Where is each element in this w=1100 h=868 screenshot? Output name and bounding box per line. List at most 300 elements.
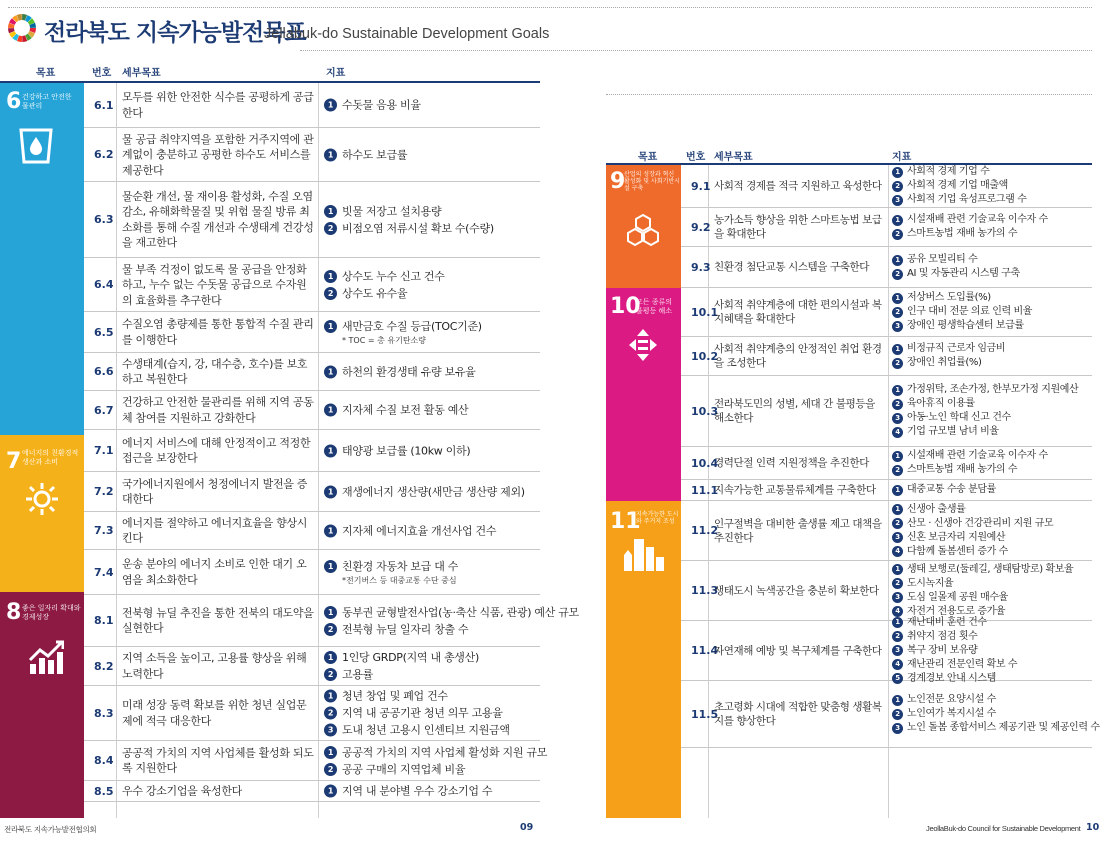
indicator-text: 공유 모빌리티 수 [907, 254, 978, 265]
indicator-text: 재난대비 훈련 건수 [907, 616, 987, 628]
indicator-list [324, 688, 510, 739]
goal-title: 좋은 일자리 확대와 경제성장 [22, 604, 81, 621]
goal-7-tile [0, 435, 84, 592]
indicator-list [892, 342, 1005, 370]
indicator-item [892, 644, 1017, 658]
indicator-number-badge: 4 [892, 546, 903, 557]
target-text: 초고령화 시대에 적합한 맞춤형 생활복지를 향상한다 [714, 701, 882, 727]
indicator-item [324, 285, 445, 302]
indicator-number-badge: 1 [892, 451, 903, 462]
indicator-item [892, 193, 1026, 207]
sun-icon [24, 481, 60, 525]
indicator-number-badge: 2 [892, 709, 903, 720]
right-goal-table [606, 145, 1100, 820]
table-row [84, 83, 540, 128]
target-text: 사회적 취약계층의 안정적인 취업 환경을 조성한다 [714, 343, 882, 369]
goal-title: 지속가능한 도시와 주거지 조성 [636, 511, 679, 525]
target-number: 11.3 [691, 584, 719, 597]
indicator-number-badge: 3 [892, 723, 903, 734]
indicator-item [892, 449, 1048, 463]
indicator-item [892, 227, 1048, 241]
target-text: 우수 강소기업을 육성한다 [122, 784, 242, 798]
table-row [681, 247, 1092, 288]
indicator-item [892, 305, 1032, 319]
indicator-text: 태양광 보급률 (10kw 이하) [342, 444, 471, 457]
indicator-number-badge: 2 [892, 631, 903, 642]
indicator-item [892, 463, 1048, 477]
target-text: 자연재해 예방 및 복구체계를 구축한다 [714, 644, 882, 657]
indicator-text: 저상버스 도입률(%) [907, 292, 991, 303]
indicator-text: 자전거 전용도로 증가율 [907, 605, 1006, 617]
page-number-right: 10 [1086, 822, 1100, 833]
indicator-item [324, 649, 479, 666]
goal-8-tile [0, 592, 84, 818]
indicator-item [892, 517, 1053, 531]
indicator-item [892, 591, 1073, 605]
indicator-text: 재생에너지 생산량(새만금 생산량 제외) [342, 485, 525, 498]
table-row [681, 165, 1092, 208]
goal-title: 에너지의 친환경적 생산과 소비 [22, 449, 79, 466]
indicator-number-badge: 1 [324, 690, 337, 703]
indicator-text: 장애인 취업률(%) [907, 357, 982, 368]
indicator-item [324, 318, 482, 335]
indicator-list [324, 522, 496, 539]
indicator-number-badge: 1 [324, 270, 337, 283]
indicator-item [892, 563, 1073, 577]
target-text: 수생태계(습지, 강, 대수층, 호수)를 보호하고 복원한다 [122, 357, 308, 386]
indicator-number-badge: 3 [892, 532, 903, 543]
top-dotted-rule [8, 7, 1092, 8]
page-number-left: 09 [520, 822, 534, 833]
table-row [84, 781, 540, 802]
indicator-text: 하천의 환경생태 유량 보유율 [342, 365, 476, 378]
indicator-list [324, 402, 468, 419]
target-text: 에너지 서비스에 대해 안정적이고 적정한 접근을 보장한다 [122, 436, 311, 465]
table-row [681, 208, 1092, 247]
indicator-text: 비정규직 근로자 임금비 [907, 343, 1006, 354]
indicator-list [324, 442, 470, 459]
equality-icon [628, 328, 658, 370]
indicator-item [892, 397, 1078, 411]
indicator-item [324, 483, 525, 500]
indicator-list [324, 604, 579, 638]
indicator-text: AI 및 자동관리 시스템 구축 [907, 268, 1020, 279]
indicator-list [892, 693, 1100, 735]
indicator-number-badge: 1 [324, 606, 337, 619]
indicator-text: 시설재배 관련 기술교육 이수자 수 [907, 450, 1048, 461]
indicator-text: 노인 돌봄 종합서비스 제공기관 및 제공인력 수 [907, 722, 1100, 733]
goal-number: 8 [6, 600, 22, 625]
goal-6-tile [0, 83, 84, 435]
goal-number: 6 [6, 89, 22, 114]
page-title: 전라북도 지속가능발전목표 [44, 20, 306, 46]
indicator-item [892, 425, 1078, 439]
city-icon [622, 535, 666, 579]
indicator-number-badge: 1 [892, 385, 903, 396]
indicator-number-badge: 2 [892, 399, 903, 410]
goal-number: 7 [6, 449, 22, 474]
indicator-text: 기업 규모별 남녀 비율 [907, 426, 999, 437]
indicator-text: 재난관리 전문인력 확보 수 [907, 658, 1018, 670]
goal-number: 11 [610, 509, 641, 534]
page-subtitle: Jellabuk-do Sustainable Development Goals [264, 26, 550, 42]
indicator-text: 고용률 [342, 668, 373, 681]
indicator-text: 가정위탁, 조손가정, 한부모가정 지원예산 [907, 384, 1079, 395]
target-text: 사회적 경제를 적극 지원하고 육성한다 [714, 180, 882, 192]
indicator-text: 상수도 유수율 [342, 286, 408, 300]
indicator-item [324, 604, 579, 621]
target-number: 6.2 [94, 148, 114, 161]
indicator-number-badge: 1 [892, 695, 903, 706]
indicator-item [324, 203, 494, 220]
target-number: 8.5 [94, 784, 114, 798]
indicator-text: 시설재배 관련 기술교육 이수자 수 [907, 214, 1048, 225]
indicator-text: 새만금호 수질 등급(TOC기준) [342, 320, 482, 333]
indicator-list [892, 165, 1026, 207]
target-text: 전북형 뉴딜 추진을 통한 전북의 대도약을 실현한다 [122, 606, 314, 635]
target-number: 6.3 [94, 213, 114, 226]
indicator-list [892, 383, 1078, 439]
indicator-text: 비점오염 저류시설 확보 수(수량) [342, 221, 494, 235]
target-number: 6.4 [94, 278, 114, 291]
goal-title: 산업의 성장과 혁신 활성화 및 사회기반시설 구축 [624, 171, 680, 192]
indicator-list [892, 616, 1017, 686]
indicator-list [892, 563, 1073, 619]
goal-11-tile [606, 501, 681, 818]
indicator-text: 신생아 출생률 [907, 503, 966, 515]
indicator-item [324, 268, 445, 285]
indicator-note: * TOC = 총 유기탄소량 [342, 336, 427, 345]
goal-number: 10 [610, 294, 641, 319]
indicator-number-badge: 1 [324, 365, 337, 378]
indicator-item [892, 721, 1100, 735]
indicator-item [892, 213, 1048, 227]
target-text: 전라북도민의 성별, 세대 간 불평등을 해소한다 [714, 398, 875, 424]
indicator-item [892, 577, 1073, 591]
indicator-text: 빗물 저장고 설치용량 [342, 204, 442, 218]
target-number: 10.4 [691, 456, 719, 470]
target-text: 생태도시 녹색공간을 충분히 확보한다 [714, 584, 879, 597]
target-text: 모두를 위한 안전한 식수를 공평하게 공급한다 [122, 90, 314, 119]
target-text: 경력단절 인력 지원정책을 추진한다 [714, 457, 869, 469]
indicator-number-badge: 2 [324, 222, 337, 235]
indicator-text: 공공 구매의 지역업체 비율 [342, 762, 466, 776]
indicator-number-badge: 2 [324, 668, 337, 681]
table-row [84, 741, 548, 781]
indicator-number-badge: 1 [892, 617, 903, 628]
target-text: 미래 성장 동력 확보를 위한 청년 실업문제에 적극 대응한다 [122, 698, 307, 727]
indicator-text: 사회적 경제 기업 수 [907, 166, 990, 177]
indicator-number-badge: 3 [892, 195, 903, 206]
target-number: 6.5 [94, 325, 114, 339]
target-number: 11.2 [691, 524, 719, 537]
indicator-text: 대중교통 수송 분담률 [907, 484, 996, 495]
indicator-text: 공공적 가치의 지역 사업체 활성화 지원 규모 [342, 745, 548, 759]
target-text: 물 공급 취약지역을 포함한 거주지역에 관계없이 충분하고 공평한 하수도 서비스를 제공한다 [122, 132, 314, 177]
indicator-number-badge: 1 [324, 148, 337, 161]
indicator-text: 지역 내 분야별 우수 강소기업 수 [342, 784, 493, 798]
indicator-item [324, 744, 547, 761]
indicator-item [892, 616, 1017, 630]
water-drop-icon [18, 127, 54, 173]
indicator-list [324, 363, 476, 380]
indicator-item [892, 630, 1017, 644]
indicator-list [324, 97, 421, 114]
table-row [681, 616, 1092, 684]
goal-number: 9 [610, 169, 626, 194]
indicator-item [324, 705, 510, 722]
indicator-item [892, 411, 1078, 425]
indicator-item [892, 165, 1026, 179]
target-number: 8.1 [94, 614, 114, 627]
indicator-item [892, 253, 1020, 267]
indicator-text: 노인여가 복지시설 수 [907, 708, 996, 719]
indicator-number-badge: 2 [324, 287, 337, 300]
target-number: 7.2 [94, 485, 114, 498]
table-row [84, 472, 540, 512]
col-header-num: 번호 [92, 68, 112, 79]
indicator-number-badge: 1 [892, 564, 903, 575]
indicator-text: 아동·노인 학대 신고 건수 [907, 412, 1011, 423]
indicator-number-badge: 1 [324, 205, 337, 218]
indicator-number-badge: 1 [892, 504, 903, 515]
indicator-item [324, 761, 547, 778]
target-text: 친환경 첨단교통 시스템을 구축한다 [714, 261, 869, 273]
indicator-item [324, 363, 476, 380]
indicator-number-badge: 1 [324, 651, 337, 664]
col-header-goal: 목표 [36, 68, 56, 79]
indicator-text: 노인전문 요양시설 수 [907, 694, 996, 705]
table-row [681, 288, 1092, 337]
indicator-text: 인구 대비 전문 의료 인력 비율 [907, 306, 1033, 317]
col-header-num: 번호 [686, 152, 706, 163]
indicator-item [892, 531, 1053, 545]
indicator-number-badge: 3 [892, 321, 903, 332]
indicator-number-badge: 1 [324, 746, 337, 759]
indicator-text: 도심 일몰제 공원 매수율 [907, 591, 1008, 603]
indicator-text: 사회적 경제 기업 매출액 [907, 180, 1008, 191]
target-number: 9.3 [691, 260, 711, 274]
table-row [681, 681, 1100, 748]
indicator-text: 경계경보 안내 시스템 [907, 672, 996, 684]
indicator-item [324, 558, 458, 575]
right-dotted-rule [606, 94, 1092, 95]
col-header-target: 세부목표 [714, 152, 753, 163]
indicator-item [324, 402, 468, 419]
indicator-item [892, 342, 1005, 356]
indicator-text: 스마트농법 재배 농가의 수 [907, 464, 1018, 475]
indicator-note: *전기버스 등 대중교통 수단 중심 [342, 576, 457, 585]
indicator-text: 지자체 수질 보전 활동 예산 [342, 403, 469, 417]
indicator-number-badge: 2 [892, 181, 903, 192]
indicator-list [324, 483, 525, 500]
indicator-list [324, 783, 492, 800]
growth-chart-icon [28, 640, 64, 684]
indicator-text: 복구 장비 보유량 [907, 644, 978, 656]
target-text: 사회적 취약계층에 대한 편의시설과 복지혜택을 확대한다 [714, 299, 882, 325]
target-text: 에너지를 절약하고 에너지효율을 향상시킨다 [122, 516, 308, 545]
indicator-number-badge: 1 [892, 215, 903, 226]
indicator-item [892, 707, 1100, 721]
target-number: 10.3 [691, 404, 719, 418]
table-row [84, 595, 579, 647]
indicator-text: 청년 창업 및 폐업 건수 [342, 689, 448, 703]
indicator-item [892, 545, 1053, 559]
indicator-text: 지역 내 공공기관 청년 의무 고용율 [342, 706, 503, 720]
indicator-number-badge: 1 [892, 167, 903, 178]
col-header-target: 세부목표 [122, 68, 161, 79]
target-number: 7.4 [94, 565, 114, 579]
indicator-number-badge: 2 [324, 763, 337, 776]
indicator-item [324, 688, 510, 705]
goal-title: 모든 종류의 불평등 해소 [636, 298, 673, 315]
table-row [681, 561, 1092, 621]
table-row [681, 337, 1092, 376]
indicator-number-badge: 4 [892, 659, 903, 670]
indicator-text: 수돗물 음용 비율 [342, 98, 421, 112]
target-number: 6.7 [94, 403, 114, 417]
indicator-text: 스마트농법 재배 농가의 수 [907, 228, 1018, 239]
indicator-number-badge: 2 [892, 229, 903, 240]
table-row [681, 501, 1092, 561]
indicator-text: 사회적 기업 육성프로그램 수 [907, 194, 1027, 205]
table-row [84, 182, 540, 258]
indicator-number-badge: 4 [892, 427, 903, 438]
indicator-item [324, 666, 479, 683]
indicator-number-badge: 1 [892, 255, 903, 266]
table-row [84, 312, 540, 353]
indicator-item [324, 146, 407, 163]
header-dotted-rule [300, 50, 1092, 51]
indicator-text: 도시녹지율 [907, 577, 954, 589]
table-row [681, 447, 1092, 480]
indicator-number-badge: 2 [892, 578, 903, 589]
indicator-number-badge: 1 [892, 485, 903, 496]
indicator-item [892, 483, 996, 497]
cubes-icon [626, 213, 660, 255]
indicator-list [324, 318, 482, 346]
indicator-text: 하수도 보급률 [342, 148, 408, 161]
target-text: 운송 분야의 에너지 소비로 인한 대기 오염을 최소화한다 [122, 557, 307, 586]
target-text: 농가소득 향상을 위한 스마트농법 보급을 확대한다 [714, 214, 882, 240]
indicator-item [892, 267, 1020, 281]
goal-10-tile [606, 288, 681, 501]
indicator-number-badge: 3 [892, 645, 903, 656]
indicator-text: 전북형 뉴딜 일자리 창출 수 [342, 622, 469, 636]
indicator-number-badge: 2 [892, 465, 903, 476]
target-number: 8.3 [94, 706, 114, 720]
target-number: 6.1 [94, 98, 114, 112]
indicator-number-badge: 1 [324, 99, 337, 112]
indicator-number-badge: 2 [892, 269, 903, 280]
indicator-item [324, 522, 496, 539]
target-number: 9.1 [691, 179, 711, 193]
target-text: 국가에너지원에서 청정에너지 발전을 증대한다 [122, 477, 308, 506]
target-number: 7.1 [94, 444, 114, 457]
indicator-item [324, 722, 510, 739]
table-row [84, 686, 540, 741]
target-number: 8.4 [94, 754, 114, 767]
left-goal-table [0, 60, 579, 820]
indicator-item [324, 442, 470, 459]
indicator-text: 신혼 보금자리 지원예산 [907, 531, 1006, 543]
indicator-number-badge: 1 [324, 485, 337, 498]
indicator-list [892, 449, 1048, 477]
target-number: 10.1 [691, 305, 719, 319]
indicator-list [324, 146, 407, 163]
indicator-text: 육아휴직 이용률 [907, 398, 975, 409]
indicator-text: 취약지 점검 횟수 [907, 630, 978, 642]
sdg-wheel-logo [6, 12, 38, 44]
indicator-text: 장애인 평생학습센터 보급률 [907, 320, 1024, 331]
indicator-item [892, 319, 1032, 333]
target-text: 지속가능한 교통물류체계를 구축한다 [714, 484, 876, 496]
indicator-number-badge: 2 [892, 307, 903, 318]
table-row [681, 376, 1092, 447]
table-row [84, 430, 540, 472]
target-number: 11.5 [691, 707, 719, 721]
table-row [84, 353, 540, 391]
target-text: 물순환 개선, 물 재이용 활성화, 수질 오염 감소, 유해화학물질 및 위험 물질 방류 최소화를 통해 수질 개선과 수생태계 건강성을 재고한다 [122, 189, 314, 249]
indicator-text: 다함께 돌봄센터 증가 수 [907, 545, 1008, 557]
table-row [84, 647, 540, 686]
indicator-text: 산모 · 신생아 건강관리비 지원 규모 [907, 517, 1054, 529]
indicator-item [892, 291, 1032, 305]
indicator-number-badge: 1 [324, 404, 337, 417]
indicator-text: 생태 보행로(둘레길, 생태탐방로) 확보율 [907, 563, 1074, 575]
indicator-list [892, 291, 1032, 333]
indicator-list [892, 483, 996, 497]
table-row [84, 258, 540, 312]
target-number: 9.2 [691, 220, 711, 234]
table-row [84, 550, 540, 595]
indicator-list [892, 213, 1048, 241]
goal-title: 건강하고 안전한 물관리 [22, 93, 72, 110]
indicator-number-badge: 1 [892, 293, 903, 304]
indicator-item [892, 503, 1053, 517]
indicator-number-badge: 1 [324, 444, 337, 457]
right-rows [681, 165, 1100, 818]
footer-left: 전라북도 지속가능발전협의회 [4, 825, 97, 834]
target-text: 물 부족 걱정이 없도록 물 공급을 안정화하고, 누수 없는 수돗물 공급으로 수자원의 효율화를 추구한다 [122, 262, 307, 307]
indicator-number-badge: 2 [324, 707, 337, 720]
indicator-item [892, 693, 1100, 707]
table-row [84, 512, 540, 550]
indicator-text: 동부권 균형발전사업(농·축산 식품, 관광) 예산 규모 [342, 605, 579, 619]
table-row [681, 480, 1092, 501]
left-rows [84, 83, 579, 818]
indicator-item [324, 783, 492, 800]
footer-right: JeollaBuk-do Council for Sustainable Development [926, 824, 1081, 833]
indicator-item [324, 220, 494, 237]
indicator-item [892, 658, 1017, 672]
indicator-number-badge: 3 [892, 413, 903, 424]
indicator-item [892, 179, 1026, 193]
target-text: 지역 소득을 높이고, 고용률 향상을 위해 노력한다 [122, 651, 307, 680]
indicator-item [892, 356, 1005, 370]
indicator-list [324, 649, 479, 683]
indicator-list [892, 503, 1053, 559]
indicator-list [892, 253, 1020, 281]
indicator-text: 1인당 GRDP(지역 내 총생산) [342, 651, 479, 664]
indicator-number-badge: 3 [892, 592, 903, 603]
indicator-text: 지자체 에너지효율 개선사업 건수 [342, 524, 497, 537]
target-text: 인구절벽을 대비한 출생률 제고 대책을 추진한다 [714, 517, 882, 544]
indicator-text: 도내 청년 고용시 인센티브 지원금액 [342, 723, 510, 737]
col-header-indicator: 지표 [326, 68, 346, 79]
indicator-text: 상수도 누수 신고 건수 [342, 269, 445, 283]
table-row [84, 391, 540, 430]
